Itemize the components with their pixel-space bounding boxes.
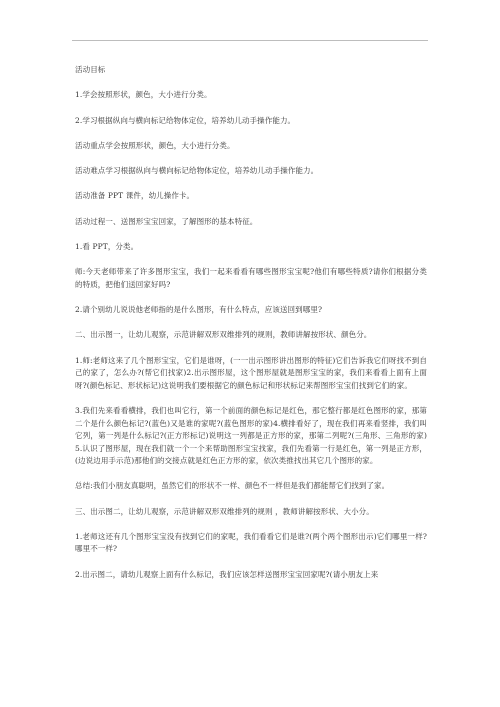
preparation: 活动准备 PPT 课件，幼儿操作卡。 bbox=[75, 191, 195, 201]
process-step-2-item-1: 1.师:老师这来了几个图形宝宝，它们是谁呀，(一一出示图形讲出图形的特征)它们告诉我它们呀找不到自己的家了，怎么办?(帮它们找家)2.出示图形屋，这个图形屋就是图形宝宝的家，我们来看看上面有上面呀?(颜色标记、形状标记)这说明我们要根据它的颜色标记和形状标记来帮图形宝宝们找到它们的家。 bbox=[75, 355, 427, 390]
process-step-1-item-2: 2.请个别幼儿说说他老师指的是什么图形，有什么特点，应该送回到哪里? bbox=[75, 305, 323, 315]
process-step-3-item-1: 1.老师这还有几个图形宝宝没有找到它们的家呢，我们看看它们是谁?(两个两个图形出示)它们哪里一样?哪里不一样? bbox=[75, 531, 427, 554]
section-heading-goals: 活动目标 bbox=[75, 65, 106, 74]
document-body bbox=[75, 64, 427, 594]
goal-item-1: 1.学会按照形状，颜色，大小进行分类。 bbox=[75, 90, 212, 100]
summary: 总结:我们小朋友真聪明，虽然它们的形状不一样、颜色不一样但是我们都能帮它们找到了家。 bbox=[75, 481, 390, 491]
difficult-point: 活动难点学习根据纵向与横向标记给物体定位，培养幼儿动手操作能力。 bbox=[75, 166, 319, 176]
process-step-2-heading: 二、出示图一，让幼儿观察，示范讲解双形双维排列的规则，教师讲解按形状、颜色分。 bbox=[75, 330, 372, 340]
process-step-3-item-2: 2.出示图二，请幼儿观察上面有什么标记，我们应该怎样送图形宝宝回家呢?(请小朋友上来 bbox=[75, 569, 379, 579]
process-step-1-item-1: 1.看 PPT，分类。 bbox=[75, 242, 139, 252]
teacher-speech-1: 师:今天老师带来了许多图形宝宝，我们一起来看看有哪些图形宝宝呢?他们有哪些特质?请你们根据分类的特质，把他们送回家好吗? bbox=[75, 267, 427, 289]
process-step-2-item-3: 3.我们先来看看横排，我们也叫它行，第一个前面的颜色标记是红色，那它整行都是红色图形的家，那第二个是什么颜色标记?(蓝色)又是谁的家呢?(蓝色图形的家)4.横排看好了，现在我们再来看竖排，我们叫它列，第一列是什么标记?(正方形标记)说明这一列都是正方形的家，那第二列呢?(三角形、三角形的家)5.认识了图形屋，现在我们就一个一个来帮助图形宝宝找家，我们先看第一行是红色，第一列是正方形，(边说边用手示范)那他们的交接点就是红色正方形的家，依次类推找出其它几个图形的家。 bbox=[75, 406, 427, 466]
key-point: 活动重点学会按照形状，颜色，大小进行分类。 bbox=[75, 140, 235, 150]
process-step-3-heading: 三、出示图二，让幼儿观察，示范讲解双形双维排列的规则 ，教师讲解按形状、大小分。 bbox=[75, 506, 374, 516]
header-rule bbox=[72, 40, 428, 41]
process-step-1-heading: 活动过程一、送图形宝宝回家，了解图形的基本特征。 bbox=[75, 216, 258, 226]
goal-item-2: 2.学习根据纵向与横向标记给物体定位，培养幼儿动手操作能力。 bbox=[75, 115, 296, 125]
